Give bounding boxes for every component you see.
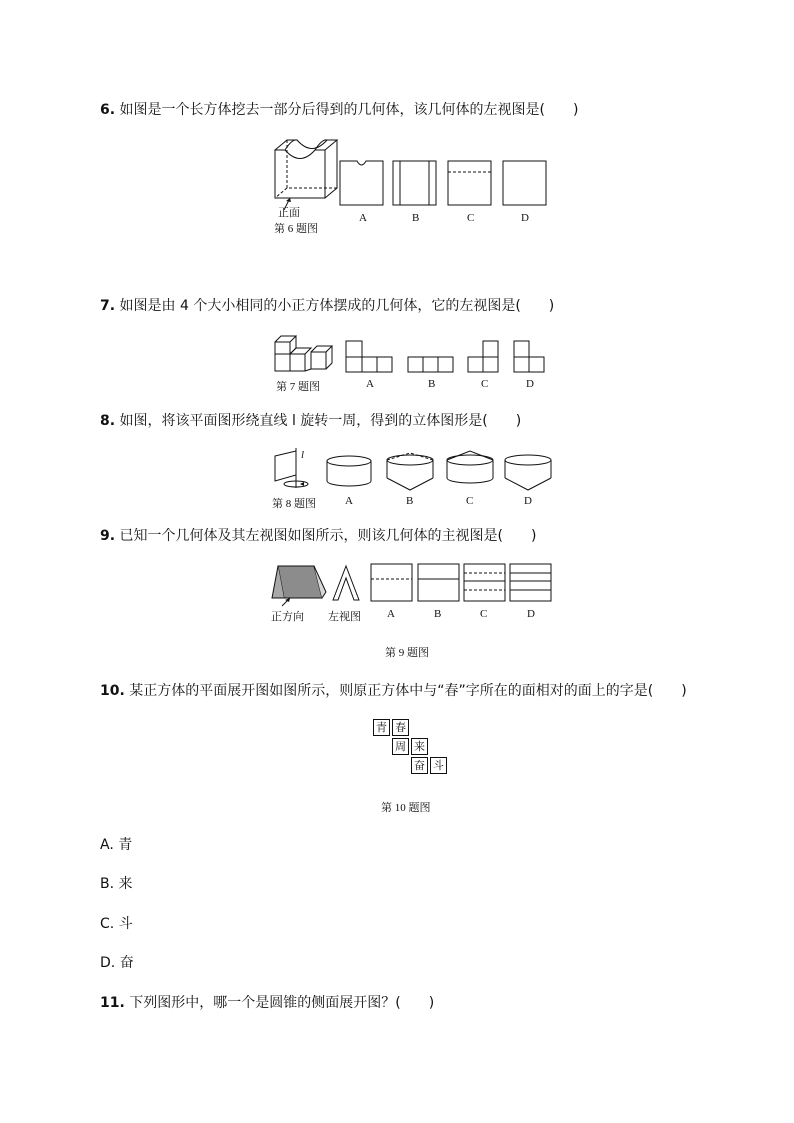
question-text: 下列图形中，哪一个是圆锥的侧面展开图？( ) xyxy=(129,995,435,1011)
q9-option-a-label: A xyxy=(387,608,395,620)
answer-option-c[interactable] xyxy=(100,915,133,933)
q9-option-b-label: B xyxy=(434,608,442,620)
q9-option-b-figure xyxy=(417,563,461,603)
q7-option-c-label: C xyxy=(481,378,489,390)
q7-option-c-figure xyxy=(467,338,503,374)
question-text: 某正方体的平面展开图如图所示，则原正方体中与“春”字所在的面相对的面上的字是( ) xyxy=(129,683,687,699)
q8-plane-figure xyxy=(270,448,320,492)
q9-option-c-figure xyxy=(463,563,507,603)
q6-option-d-figure xyxy=(502,160,548,206)
question-7 xyxy=(100,297,554,315)
option-text: 来 xyxy=(118,876,133,892)
q10-caption: 第 10 题图 xyxy=(381,802,431,814)
q7-option-d-figure xyxy=(513,338,549,374)
q7-option-a-label: A xyxy=(366,378,374,390)
q8-option-a-figure xyxy=(325,453,373,491)
q9-front-label: 正方向 xyxy=(271,611,304,623)
q8-option-a-label: A xyxy=(345,495,353,507)
question-number: 7. xyxy=(100,298,116,314)
question-text: 已知一个几何体及其左视图如图所示，则该几何体的主视图是( ) xyxy=(119,528,537,544)
answer-option-a[interactable] xyxy=(100,836,132,854)
option-text: 斗 xyxy=(118,916,133,932)
q9-caption: 第 9 题图 xyxy=(385,647,429,659)
q7-option-b-label: B xyxy=(428,378,436,390)
q8-caption: 第 8 题图 xyxy=(272,498,316,510)
q9-solid-figure xyxy=(270,562,330,608)
q6-option-b-figure xyxy=(392,160,438,206)
q7-option-d-label: D xyxy=(526,378,534,390)
answer-option-b[interactable] xyxy=(100,875,133,893)
net-cell: 春 xyxy=(392,719,409,736)
q6-option-c-label: C xyxy=(467,212,475,224)
q9-option-d-label: D xyxy=(527,608,535,620)
q7-option-b-figure xyxy=(407,338,457,374)
question-number: 8. xyxy=(100,413,116,429)
q9-option-d-figure xyxy=(509,563,553,603)
net-cell: 青 xyxy=(373,719,390,736)
net-cell: 周 xyxy=(392,738,409,755)
q6-front-label: 正面 xyxy=(278,207,300,219)
q9-side-view-figure xyxy=(332,562,362,602)
q9-side-label: 左视图 xyxy=(328,611,361,623)
question-text: 如图，将该平面图形绕直线 l 旋转一周，得到的立体图形是( ) xyxy=(119,413,522,429)
q6-option-a-label: A xyxy=(359,212,367,224)
question-number: 9. xyxy=(100,528,116,544)
question-number: 6. xyxy=(100,102,116,118)
q6-caption: 第 6 题图 xyxy=(274,223,318,235)
q8-option-d-figure xyxy=(503,452,553,492)
question-number: 11. xyxy=(100,995,125,1011)
q8-option-b-figure xyxy=(385,450,435,492)
q8-option-c-label: C xyxy=(466,495,474,507)
question-8 xyxy=(100,412,521,430)
option-letter: C. xyxy=(100,916,115,932)
answer-option-d[interactable] xyxy=(100,954,134,972)
q8-option-b-label: B xyxy=(406,495,414,507)
q7-solid-figure xyxy=(274,334,336,374)
q9-option-a-figure xyxy=(370,563,414,603)
net-cell: 奋 xyxy=(411,757,428,774)
q6-option-b-label: B xyxy=(412,212,420,224)
question-10 xyxy=(100,682,687,700)
q6-solid-figure xyxy=(270,135,340,215)
q6-option-a-figure xyxy=(339,160,385,206)
question-9 xyxy=(100,527,536,545)
option-text: 青 xyxy=(118,837,133,853)
net-cell: 来 xyxy=(411,738,428,755)
q8-option-d-label: D xyxy=(524,495,532,507)
question-6 xyxy=(100,101,578,119)
net-cell: 斗 xyxy=(430,757,447,774)
q6-option-d-label: D xyxy=(521,212,529,224)
question-text: 如图是由 4 个大小相同的小正方体摆成的几何体，它的左视图是( ) xyxy=(119,298,555,314)
q7-caption: 第 7 题图 xyxy=(276,381,320,393)
q8-option-c-figure xyxy=(445,450,495,492)
question-text: 如图是一个长方体挖去一部分后得到的几何体，该几何体的左视图是( ) xyxy=(119,102,579,118)
option-text: 奋 xyxy=(119,955,134,971)
option-letter: A. xyxy=(100,837,114,853)
q8-axis-label: l xyxy=(301,449,305,461)
option-letter: B. xyxy=(100,876,115,892)
q9-option-c-label: C xyxy=(480,608,488,620)
question-11 xyxy=(100,994,434,1012)
question-number: 10. xyxy=(100,683,125,699)
q7-option-a-figure xyxy=(345,338,395,374)
option-letter: D. xyxy=(100,955,116,971)
q6-option-c-figure xyxy=(447,160,493,206)
